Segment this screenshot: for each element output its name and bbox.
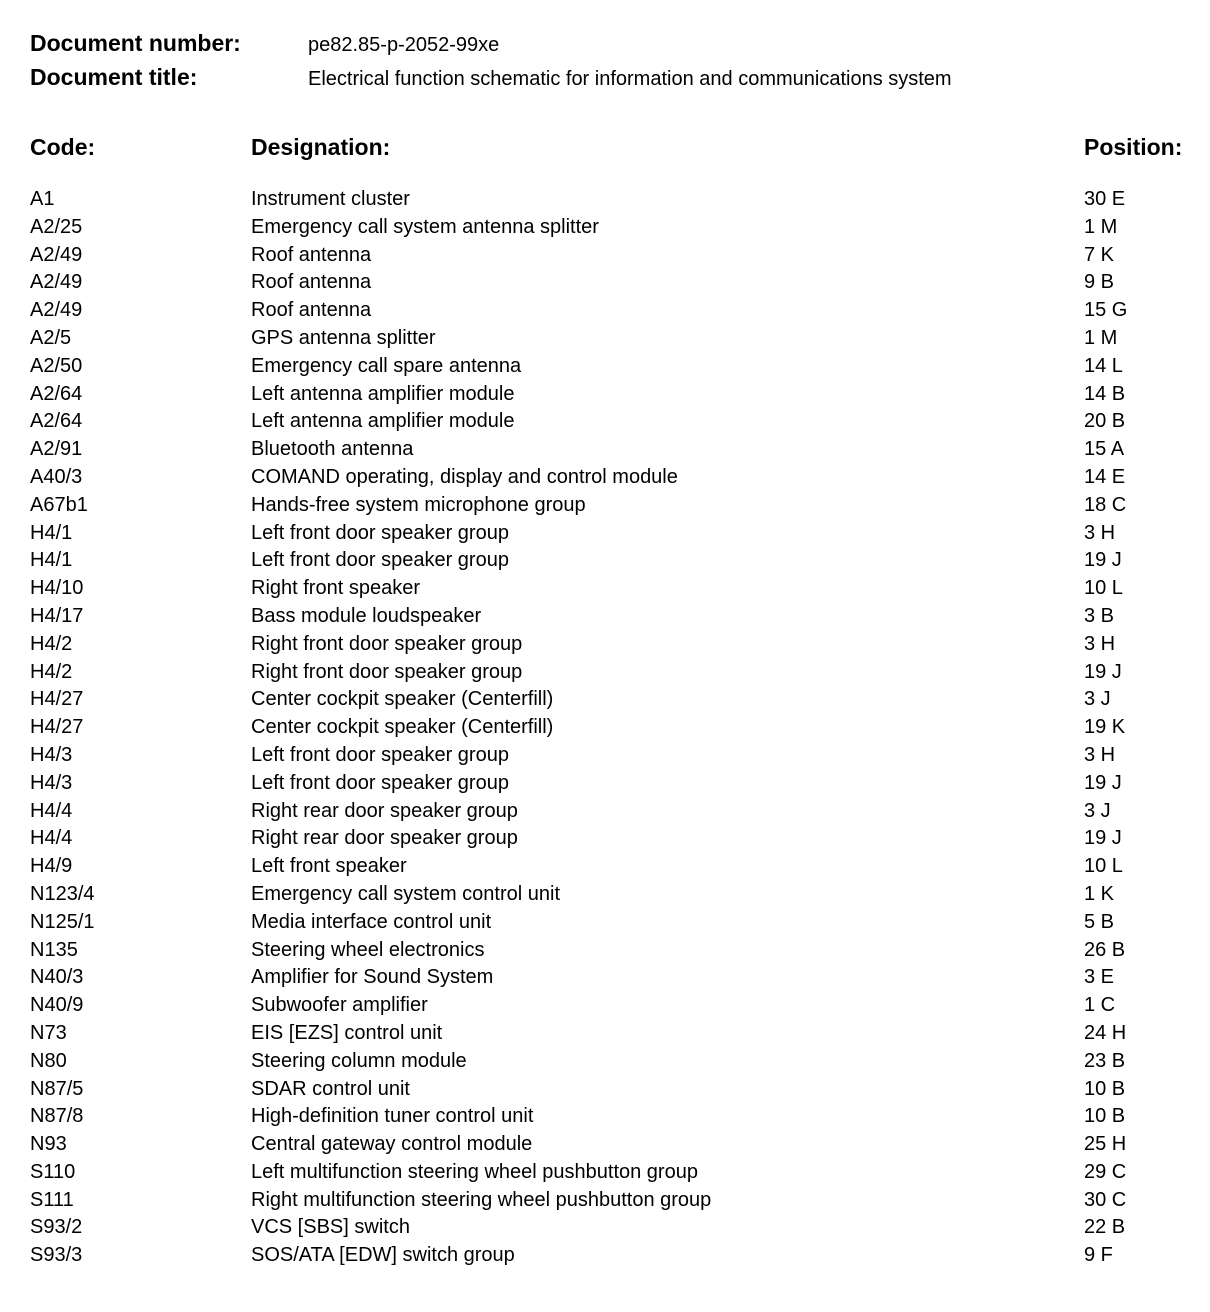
cell-code: H4/3 [30,771,73,794]
cell-position: 1 M [1084,326,1118,349]
component-table [30,186,1200,1270]
cell-designation: Left front door speaker group [251,743,509,766]
table-row [30,603,1200,631]
cell-code: A2/25 [30,215,83,238]
cell-code: N80 [30,1049,67,1072]
cell-position: 9 B [1084,271,1115,294]
table-row [30,631,1200,659]
cell-position: 10 B [1084,1105,1126,1128]
cell-code: H4/10 [30,577,84,600]
cell-designation: Left antenna amplifier module [251,410,515,433]
table-row [30,297,1200,325]
cell-designation: Right front door speaker group [251,632,523,655]
table-row [30,881,1200,909]
table-row [30,214,1200,242]
cell-designation: Left front door speaker group [251,521,509,544]
cell-position: 3 H [1084,632,1116,655]
cell-code: H4/9 [30,855,73,878]
cell-designation: Emergency call spare antenna [251,354,522,377]
cell-designation: Media interface control unit [251,910,492,933]
table-row [30,1103,1200,1131]
table-row [30,1159,1200,1187]
table-row [30,686,1200,714]
cell-position: 1 C [1084,994,1116,1017]
cell-position: 20 B [1084,410,1126,433]
cell-position: 3 B [1084,604,1115,627]
cell-position: 18 C [1084,493,1127,516]
document-title-value: Electrical function schematic for information and communications system [308,68,952,90]
cell-code: N73 [30,1021,67,1044]
cell-designation: Left front door speaker group [251,771,509,794]
cell-code: A1 [30,188,55,210]
cell-position: 23 B [1084,1049,1126,1072]
cell-position: 30 E [1084,188,1126,210]
cell-code: H4/17 [30,604,84,627]
cell-designation: Left front speaker [251,855,407,878]
cell-position: 3 H [1084,743,1116,766]
table-row [30,408,1200,436]
cell-code: A2/5 [30,326,72,349]
cell-position: 7 K [1084,243,1115,266]
cell-code: A67b1 [30,493,88,516]
table-row [30,1187,1200,1215]
table-row [30,575,1200,603]
table-row [30,520,1200,548]
cell-position: 1 M [1084,215,1118,238]
table-row [30,825,1200,853]
header-position: Position: [1084,134,1183,160]
table-row [30,1131,1200,1159]
cell-code: N40/3 [30,966,84,989]
cell-designation: COMAND operating, display and control module [251,465,678,488]
cell-designation: Roof antenna [251,271,372,294]
cell-designation: Roof antenna [251,243,372,266]
table-row [30,186,1200,214]
cell-position: 30 C [1084,1188,1127,1211]
cell-designation: Emergency call system control unit [251,882,561,905]
cell-designation: Center cockpit speaker (Centerfill) [251,716,554,739]
cell-designation: GPS antenna splitter [251,326,436,349]
cell-code: N135 [30,938,78,961]
cell-code: N125/1 [30,910,95,933]
table-row [30,269,1200,297]
cell-designation: Amplifier for Sound System [251,966,494,989]
table-row [30,242,1200,270]
cell-position: 24 H [1084,1021,1127,1044]
cell-designation: Right front speaker [251,577,420,600]
table-row [30,1020,1200,1048]
document-title-label: Document title: [30,64,198,90]
cell-position: 3 H [1084,521,1116,544]
table-row [30,1214,1200,1242]
table-header [30,134,1200,166]
cell-position: 10 B [1084,1077,1126,1100]
table-row [30,353,1200,381]
table-row [30,547,1200,575]
table-row [30,742,1200,770]
cell-position: 22 B [1084,1216,1126,1239]
header-code: Code: [30,134,96,160]
table-row [30,1242,1200,1270]
table-row [30,909,1200,937]
cell-designation: Roof antenna [251,299,372,322]
cell-position: 14 B [1084,382,1126,405]
cell-designation: Steering wheel electronics [251,938,485,961]
cell-designation: Emergency call system antenna splitter [251,215,599,238]
table-row [30,937,1200,965]
cell-position: 26 B [1084,938,1126,961]
cell-position: 14 L [1084,354,1123,377]
cell-code: H4/3 [30,743,73,766]
header-designation: Designation: [251,134,391,160]
document-number-label: Document number: [30,30,241,56]
cell-code: A2/64 [30,410,83,433]
cell-designation: Left multifunction steering wheel pushbutton group [251,1160,698,1183]
cell-designation: Bass module loudspeaker [251,604,482,627]
cell-code: H4/27 [30,688,84,711]
cell-position: 1 K [1084,882,1115,905]
cell-code: H4/1 [30,549,73,572]
cell-code: S93/2 [30,1216,83,1239]
table-row [30,464,1200,492]
table-row [30,964,1200,992]
cell-designation: Bluetooth antenna [251,438,414,461]
cell-code: A2/49 [30,271,83,294]
cell-designation: Steering column module [251,1049,467,1072]
cell-designation: VCS [SBS] switch [251,1216,410,1239]
cell-position: 19 J [1084,549,1122,572]
cell-position: 14 E [1084,465,1126,488]
cell-position: 5 B [1084,910,1115,933]
cell-code: S93/3 [30,1244,83,1267]
cell-code: H4/2 [30,632,73,655]
cell-designation: Subwoofer amplifier [251,994,428,1017]
cell-designation: Left antenna amplifier module [251,382,515,405]
cell-code: A40/3 [30,465,83,488]
cell-code: A2/64 [30,382,83,405]
cell-designation: Instrument cluster [251,188,410,210]
cell-designation: SDAR control unit [251,1077,410,1100]
cell-code: A2/49 [30,243,83,266]
document-title-row [30,64,1180,98]
cell-position: 19 J [1084,660,1122,683]
table-row [30,770,1200,798]
table-row [30,659,1200,687]
cell-code: H4/1 [30,521,73,544]
cell-code: A2/49 [30,299,83,322]
cell-position: 9 F [1084,1244,1113,1267]
cell-code: A2/50 [30,354,83,377]
cell-code: H4/27 [30,716,84,739]
cell-code: N93 [30,1133,67,1156]
cell-position: 15 G [1084,299,1128,322]
cell-designation: Left front door speaker group [251,549,509,572]
cell-code: N87/8 [30,1105,84,1128]
document-meta [30,30,1180,98]
cell-code: H4/2 [30,660,73,683]
cell-designation: Center cockpit speaker (Centerfill) [251,688,554,711]
table-row [30,492,1200,520]
cell-code: S111 [30,1188,74,1211]
cell-code: S110 [30,1160,76,1183]
table-row [30,1048,1200,1076]
cell-designation: Right front door speaker group [251,660,523,683]
document-number-value: pe82.85-p-2052-99xe [308,34,500,56]
cell-designation: SOS/ATA [EDW] switch group [251,1244,515,1267]
cell-designation: Hands-free system microphone group [251,493,586,516]
cell-designation: Right multifunction steering wheel pushbutton group [251,1188,712,1211]
cell-position: 29 C [1084,1160,1127,1183]
table-row [30,325,1200,353]
cell-position: 15 A [1084,438,1125,461]
cell-code: N87/5 [30,1077,84,1100]
cell-position: 19 K [1084,716,1126,739]
cell-position: 10 L [1084,855,1123,878]
table-row [30,798,1200,826]
table-row [30,436,1200,464]
document-number-row [30,30,1180,64]
table-row [30,992,1200,1020]
cell-position: 19 J [1084,827,1122,850]
cell-designation: Right rear door speaker group [251,827,518,850]
cell-designation: High-definition tuner control unit [251,1105,534,1128]
cell-position: 19 J [1084,771,1122,794]
cell-code: N40/9 [30,994,84,1017]
table-row [30,853,1200,881]
cell-code: H4/4 [30,827,73,850]
cell-position: 3 J [1084,688,1111,711]
cell-code: N123/4 [30,882,95,905]
table-row [30,381,1200,409]
cell-designation: Central gateway control module [251,1133,533,1156]
cell-designation: EIS [EZS] control unit [251,1021,443,1044]
cell-code: H4/4 [30,799,73,822]
cell-position: 25 H [1084,1133,1127,1156]
cell-designation: Right rear door speaker group [251,799,518,822]
cell-position: 3 J [1084,799,1111,822]
table-row [30,1076,1200,1104]
cell-code: A2/91 [30,438,83,461]
cell-position: 10 L [1084,577,1123,600]
table-row [30,714,1200,742]
cell-position: 3 E [1084,966,1115,989]
